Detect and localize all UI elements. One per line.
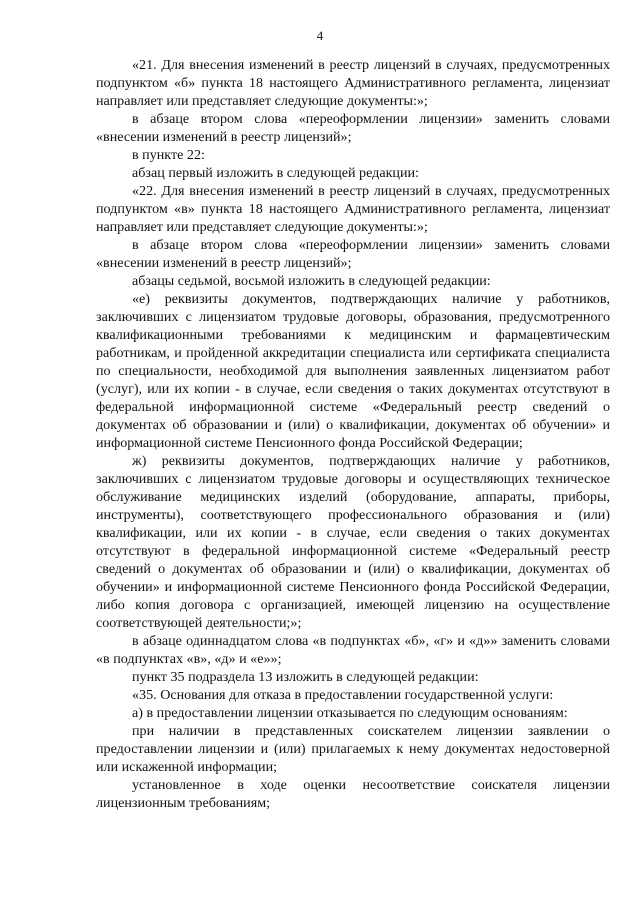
document-body	[96, 56, 610, 812]
paragraph-eleventh-amend: в абзаце одиннадцатом слова «в подпунктах «б», «г» и «д»» заменить словами «в подпунктах «в», «д» и «е»»;	[96, 633, 610, 667]
paragraph-35-a: а) в предоставлении лицензии отказывается по следующим основаниям:	[132, 705, 568, 721]
paragraph-22: «22. Для внесения изменений в реестр лицензий в случаях, предусмотренных подпунктом «в» пункта 18 настоящего Административного регламента, лицензиат направляет или представляет следующие документы:»;	[96, 183, 610, 235]
paragraph-35-ground-false-info: при наличии в представленных соискателем лицензии заявлении о предоставлении лицензии и (или) прилагаемых к нему документах недостоверной или искаженной информации;	[96, 723, 610, 775]
paragraph-35-ground-noncompliance: установленное в ходе оценки несоответствие соискателя лицензии лицензионным требованиям;	[96, 777, 610, 811]
page-number: 4	[316, 28, 324, 43]
paragraph-point-22-heading: в пункте 22:	[132, 147, 205, 163]
paragraph-35-heading: «35. Основания для отказа в предоставлении государственной услуги:	[132, 687, 554, 703]
paragraph-amend-21-second: в абзаце втором слова «переоформлении лицензии» заменить словами «внесении изменений в реестр лицензий»;	[96, 111, 610, 145]
paragraph-amend-22-second: в абзаце втором слова «переоформлении лицензии» заменить словами «внесении изменений в реестр лицензий»;	[96, 237, 610, 271]
paragraph-first-abzac-instruction: абзац первый изложить в следующей редакции:	[132, 165, 419, 181]
paragraph-point-35-instruction: пункт 35 подраздела 13 изложить в следующей редакции:	[132, 669, 479, 685]
paragraph-subitem-e: «е) реквизиты документов, подтверждающих наличие у работников, заключивших с лицензиатом трудовые договоры, образования, предусмотренного квалификационными требованиями к медицинским и фармацевтическим работникам, и пройденной аккредитации специалиста или сертификата специалиста по специальности, необходимой для выполнения заявленных лицензиатом работ (услуг), или их копии - в случае, если сведения о таких документах отсутствуют в федеральной информационной системе «Федеральный реестр сведений о документах об образовании и (или) о квалификации, документах об обучении» и информационной системе Пенсионного фонда Российской Федерации;	[96, 291, 610, 451]
paragraph-seventh-eighth-instruction: абзацы седьмой, восьмой изложить в следующей редакции:	[132, 273, 491, 289]
paragraph-21: «21. Для внесения изменений в реестр лицензий в случаях, предусмотренных подпунктом «б» пункта 18 настоящего Административного регламента, лицензиат направляет или представляет следующие документы:»;	[96, 57, 610, 109]
paragraph-subitem-zh: ж) реквизиты документов, подтверждающих наличие у работников, заключивших с лицензиатом трудовые договоры и осуществляющих техническое обслуживание медицинских изделий (оборудование, аппараты, приборы, инструменты), соответствующего профессионального образования и (или) квалификации, или их копии - в случае, если сведения о таких документах отсутствуют в федеральной информационной системе «Федеральный реестр сведений о документах об образовании и (или) о квалификации, документах об обучении» и информационной системе Пенсионного фонда Российской Федерации, либо копия договора с организацией, имеющей лицензию на осуществление соответствующей деятельности;»;	[96, 453, 610, 631]
